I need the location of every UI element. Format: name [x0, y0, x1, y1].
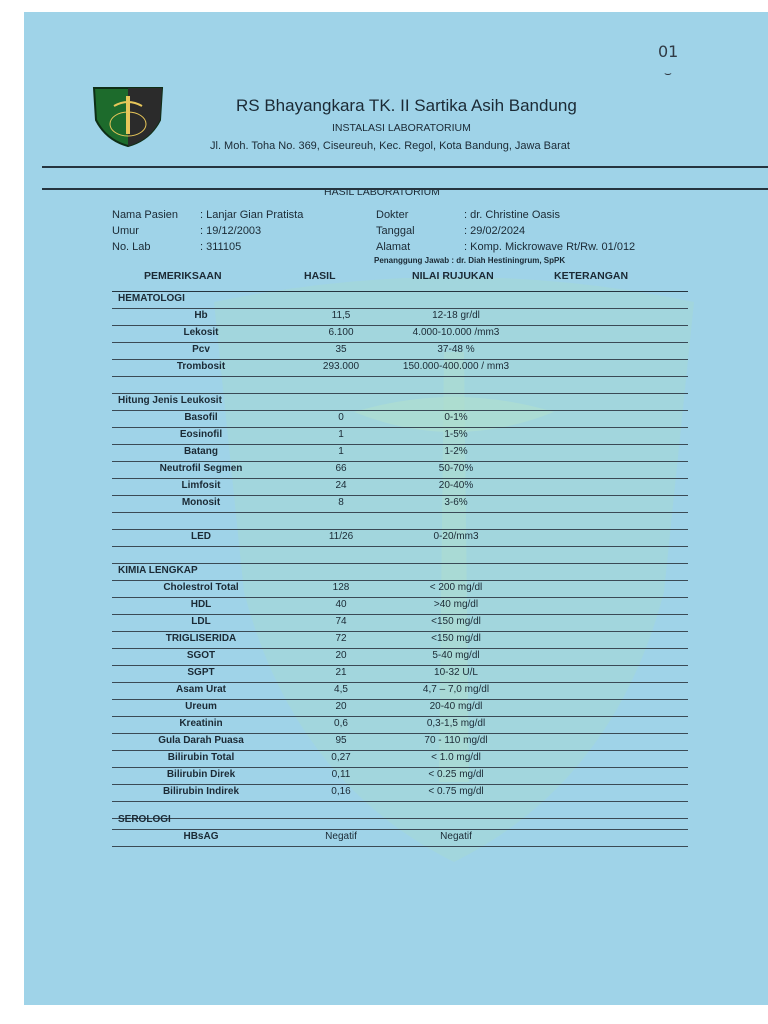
exam-name: Bilirubin Indirek — [162, 786, 240, 797]
table-row — [24, 581, 768, 598]
section-title: HEMATOLOGI — [118, 293, 185, 304]
table-row — [24, 615, 768, 632]
table-row — [24, 343, 768, 360]
exam-name: Asam Urat — [175, 684, 227, 695]
exam-name: LED — [191, 531, 211, 542]
report-title: HASIL LABORATORIUM — [324, 186, 440, 198]
column-reference: NILAI RUJUKAN — [412, 270, 494, 282]
exam-result: 0,6 — [334, 718, 348, 729]
table-row — [24, 530, 768, 547]
exam-name: Bilirubin Total — [167, 752, 235, 763]
exam-reference: 20-40 mg/dl — [429, 701, 483, 712]
exam-reference: >40 mg/dl — [433, 599, 479, 610]
exam-result: 66 — [335, 463, 347, 474]
address-label: Alamat — [376, 241, 411, 253]
column-remarks: KETERANGAN — [554, 270, 629, 282]
exam-reference: 10-32 U/L — [434, 667, 478, 678]
section-title: SEROLOGI — [118, 814, 171, 825]
section-title: Hitung Jenis Leukosit — [118, 395, 222, 406]
exam-result: 1 — [338, 429, 344, 440]
spacer-row — [24, 377, 768, 394]
exam-name: Bilirubin Direk — [166, 769, 236, 780]
exam-result: 8 — [338, 497, 344, 508]
exam-name: Trombosit — [176, 361, 226, 372]
column-result: HASIL — [304, 270, 336, 282]
exam-reference: 3-6% — [444, 497, 468, 508]
exam-reference: < 0.75 mg/dl — [428, 786, 484, 797]
table-row — [24, 598, 768, 615]
exam-reference: 20-40% — [438, 480, 474, 491]
exam-result: 20 — [335, 650, 347, 661]
doctor-value: : dr. Christine Oasis — [464, 209, 560, 221]
table-row — [24, 632, 768, 649]
patient-age-value: : 19/12/2003 — [200, 225, 262, 237]
exam-name: Limfosit — [181, 480, 221, 491]
exam-name: Eosinofil — [179, 429, 223, 440]
exam-reference: < 0.25 mg/dl — [428, 769, 484, 780]
exam-reference: 150.000-400.000 / mm3 — [402, 361, 510, 372]
table-row — [24, 326, 768, 343]
exam-reference: 70 - 110 mg/dl — [424, 735, 488, 746]
spacer-row — [24, 547, 768, 564]
exam-name: HDL — [190, 599, 212, 610]
date-value: : 29/02/2024 — [464, 225, 526, 237]
table-row — [24, 462, 768, 479]
patient-name-value: : Lanjar Gian Pratista — [200, 209, 304, 221]
exam-reference: < 1.0 mg/dl — [431, 752, 481, 763]
header-divider — [42, 166, 768, 168]
table-row — [24, 700, 768, 717]
exam-result: 0 — [338, 412, 344, 423]
exam-result: Negatif — [325, 831, 357, 842]
handwritten-mark: 01 — [658, 42, 679, 61]
table-row — [24, 411, 768, 428]
exam-reference: 50-70% — [438, 463, 474, 474]
table-row — [24, 768, 768, 785]
exam-name: Neutrofil Segmen — [159, 463, 243, 474]
section-title: KIMIA LENGKAP — [118, 565, 198, 576]
table-row — [24, 479, 768, 496]
table-row — [24, 717, 768, 734]
table-row — [24, 445, 768, 462]
lab-number-label: No. Lab — [112, 241, 151, 253]
department-name: INSTALASI LABORATORIUM — [332, 122, 471, 134]
exam-name: HBsAG — [183, 831, 219, 842]
section-row — [24, 813, 768, 830]
exam-result: 1 — [338, 446, 344, 457]
handwritten-tick-icon: ⌣ — [664, 66, 672, 80]
table-row — [24, 649, 768, 666]
exam-reference: 1-2% — [444, 446, 468, 457]
exam-result: 74 — [335, 616, 347, 627]
exam-name: Monosit — [181, 497, 221, 508]
hospital-name: RS Bhayangkara TK. II Sartika Asih Bandung — [236, 96, 577, 115]
exam-result: 24 — [335, 480, 347, 491]
exam-name: Pcv — [192, 344, 210, 355]
exam-reference: 5-40 mg/dl — [432, 650, 480, 661]
exam-result: 0,27 — [331, 752, 351, 763]
exam-result: 0,11 — [331, 769, 351, 780]
lab-number-value: : 311105 — [200, 241, 242, 253]
table-row — [24, 496, 768, 513]
exam-name: SGPT — [187, 667, 215, 678]
exam-name: Kreatinin — [179, 718, 223, 729]
exam-result: 95 — [335, 735, 347, 746]
exam-reference: 0,3-1,5 mg/dl — [426, 718, 486, 729]
table-row — [24, 830, 768, 847]
exam-result: 21 — [335, 667, 347, 678]
exam-name: Basofil — [184, 412, 218, 423]
exam-result: 293.000 — [322, 361, 360, 372]
table-row — [24, 309, 768, 326]
address-value: : Komp. Mickrowave Rt/Rw. 01/012 — [464, 241, 636, 253]
section-row — [24, 394, 768, 411]
exam-reference: < 200 mg/dl — [429, 582, 483, 593]
table-row — [24, 734, 768, 751]
patient-name-label: Nama Pasien — [112, 209, 179, 221]
table-row — [24, 751, 768, 768]
section-row — [24, 564, 768, 581]
exam-name: Cholestrol Total — [163, 582, 239, 593]
lab-report-sheet — [24, 12, 768, 1005]
table-row — [24, 785, 768, 802]
table-row — [24, 428, 768, 445]
exam-result: 35 — [335, 344, 347, 355]
exam-name: Ureum — [185, 701, 217, 712]
title-divider — [42, 188, 768, 190]
exam-result: 20 — [335, 701, 347, 712]
exam-reference: 37-48 % — [437, 344, 475, 355]
responsible-doctor: Penanggung Jawab : dr. Diah Hestiningrum, SpPK — [374, 256, 566, 265]
exam-result: 6.100 — [328, 327, 354, 338]
column-exam: PEMERIKSAAN — [144, 270, 222, 282]
doctor-label: Dokter — [376, 209, 409, 221]
exam-reference: 4.000-10.000 /mm3 — [412, 327, 500, 338]
exam-reference: 1-5% — [444, 429, 468, 440]
exam-name: SGOT — [186, 650, 216, 661]
table-row — [24, 683, 768, 700]
table-row — [24, 360, 768, 377]
section-row — [24, 292, 768, 309]
exam-reference: 12-18 gr/dl — [432, 310, 480, 321]
exam-result: 11/26 — [328, 531, 354, 542]
hospital-logo-icon — [90, 84, 166, 148]
spacer-row — [24, 513, 768, 530]
exam-result: 4,5 — [334, 684, 348, 695]
exam-name: Lekosit — [183, 327, 219, 338]
exam-reference: <150 mg/dl — [431, 633, 481, 644]
exam-name: Gula Darah Puasa — [158, 735, 244, 746]
exam-result: 0,16 — [331, 786, 351, 797]
exam-name: Batang — [184, 446, 218, 457]
exam-reference: 4,7 – 7,0 mg/dl — [422, 684, 490, 695]
exam-name: LDL — [191, 616, 211, 627]
exam-result: 11,5 — [331, 310, 351, 321]
exam-reference: 0-20/mm3 — [433, 531, 479, 542]
exam-reference: <150 mg/dl — [431, 616, 481, 627]
table-row — [24, 666, 768, 683]
exam-result: 40 — [335, 599, 347, 610]
exam-name: TRIGLISERIDA — [165, 633, 237, 644]
exam-reference: Negatif — [440, 831, 472, 842]
exam-name: Hb — [194, 310, 208, 321]
hospital-address: Jl. Moh. Toha No. 369, Ciseureuh, Kec. Regol, Kota Bandung, Jawa Barat — [210, 140, 570, 152]
patient-age-label: Umur — [112, 225, 139, 237]
date-label: Tanggal — [376, 225, 415, 237]
exam-result: 72 — [335, 633, 347, 644]
exam-result: 128 — [332, 582, 350, 593]
exam-reference: 0-1% — [444, 412, 468, 423]
